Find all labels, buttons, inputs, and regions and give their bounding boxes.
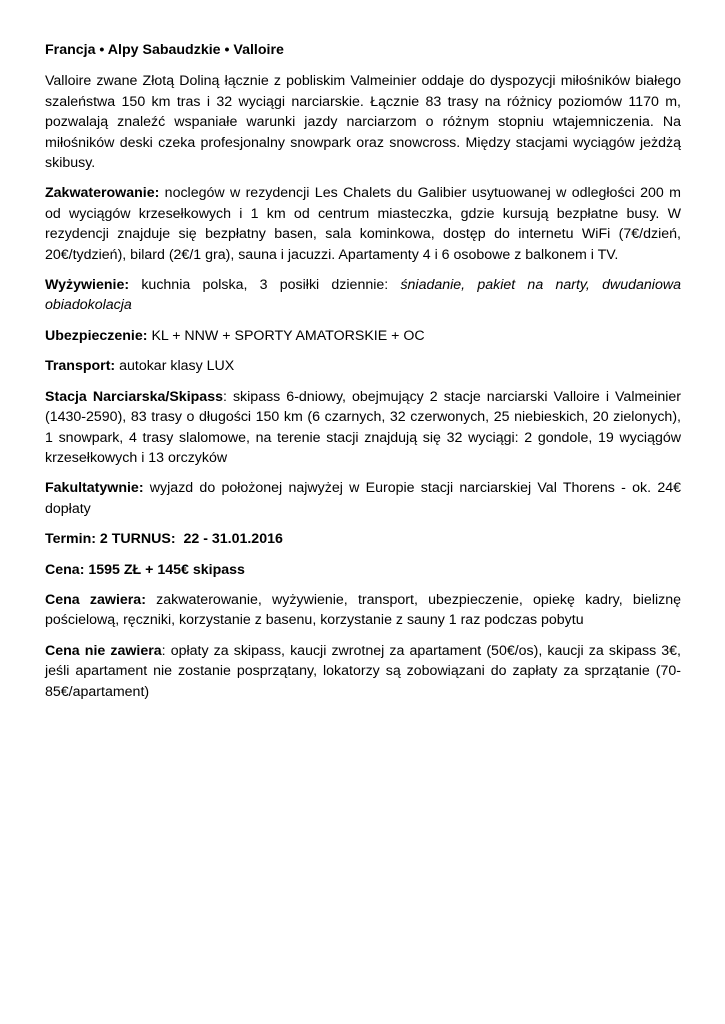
transport-section [45,356,681,376]
optional-label: Fakultatywnie: [45,480,144,497]
document-page [45,40,681,712]
price-excludes-section [45,641,681,702]
accommodation-text: noclegów w rezydencji Les Chalets du Galibier usytuowanej w odległości 200 m od wyciągów krzesełkowych i 1 km od centrum miasteczka, gdzie kursują bezpłatne busy. W rezydencji znajduje się bezpłatny basen, sala kominkowa, dostęp do internetu WiFi (7€/dzień, 20€/tydzień), bilard (2€/1 gra), sauna i jacuzzi. Apartamenty 4 i 6 osobowe z balkonem i TV. [45,185,681,263]
price-excludes-text: : opłaty za skipass, kaucji zwrotnej za apartament (50€/os), kaucji za skipass 3€, jeśli apartament nie zostanie posprzątany, lokatorzy są zobowiązani do zapłaty za sprzątanie (70-85€/apartament) [45,642,681,700]
skipass-section [45,387,681,469]
insurance-text: KL + NNW + SPORTY AMATORSKIE + OC [147,327,425,344]
skipass-label: Stacja Narciarska/Skipass [45,388,223,405]
price-line: Cena: 1595 ZŁ + 145€ skipass [45,561,245,578]
food-text: kuchnia polska, 3 posiłki dziennie: [129,277,401,294]
insurance-section [45,326,681,346]
price-excludes-label: Cena nie zawiera [45,642,162,659]
transport-label: Transport: [45,358,116,375]
food-meals: śniadanie, pakiet na narty, dwudaniowa obiadokolacja [45,277,681,314]
skipass-text: : skipass 6-dniowy, obejmujący 2 stacje narciarski Valloire i Valmeinier (1430-2590), 83 trasy o długości 150 km (6 czarnych, 32 czerwonych, 25 niebieskich, 20 zielonych), 1 snowpark, 4 trasy slalomowe, na terenie stacji znajdują się 32 wyciągi: 2 gondole, 19 wyciągów krzesełkowych i 13 orczyków [45,388,681,466]
transport-text: autokar klasy LUX [115,358,235,375]
intro-paragraph: Valloire zwane Złotą Doliną łącznie z pobliskim Valmeinier oddaje do dyspozycji miłośników białego szaleństwa 150 km tras i 32 wyciągi narciarskie. Łącznie 83 trasy na różnicy poziomów 1170 m, pozwalają znaleźć wspaniałe warunki jazdy narciarzom o różnym stopniu wtajemniczenia. Na miłośników deski czeka profesjonalny snowpark oraz snowcross. Między stacjami wyciągów jeżdżą skibusy. [45,73,681,172]
insurance-label: Ubezpieczenie: [45,327,148,344]
price-includes-label: Cena zawiera: [45,591,146,608]
price-includes-section [45,590,681,631]
accommodation-section [45,183,681,265]
food-section [45,275,681,316]
optional-text: wyjazd do położonej najwyżej w Europie stacji narciarskiej Val Thorens - ok. 24€ dopłaty [45,480,681,517]
page-title: Francja • Alpy Sabaudzkie • Valloire [45,42,284,58]
term-line: Termin: 2 TURNUS: 22 - 31.01.2016 [45,531,283,548]
food-label: Wyżywienie: [45,277,130,294]
price-includes-text: zakwaterowanie, wyżywienie, transport, ubezpieczenie, opiekę kadry, bieliznę pościelową, ręczniki, korzystanie z basenu, korzystanie z sauny 1 raz podczas pobytu [45,591,681,629]
optional-section [45,478,681,519]
accommodation-label: Zakwaterowanie: [45,185,160,202]
